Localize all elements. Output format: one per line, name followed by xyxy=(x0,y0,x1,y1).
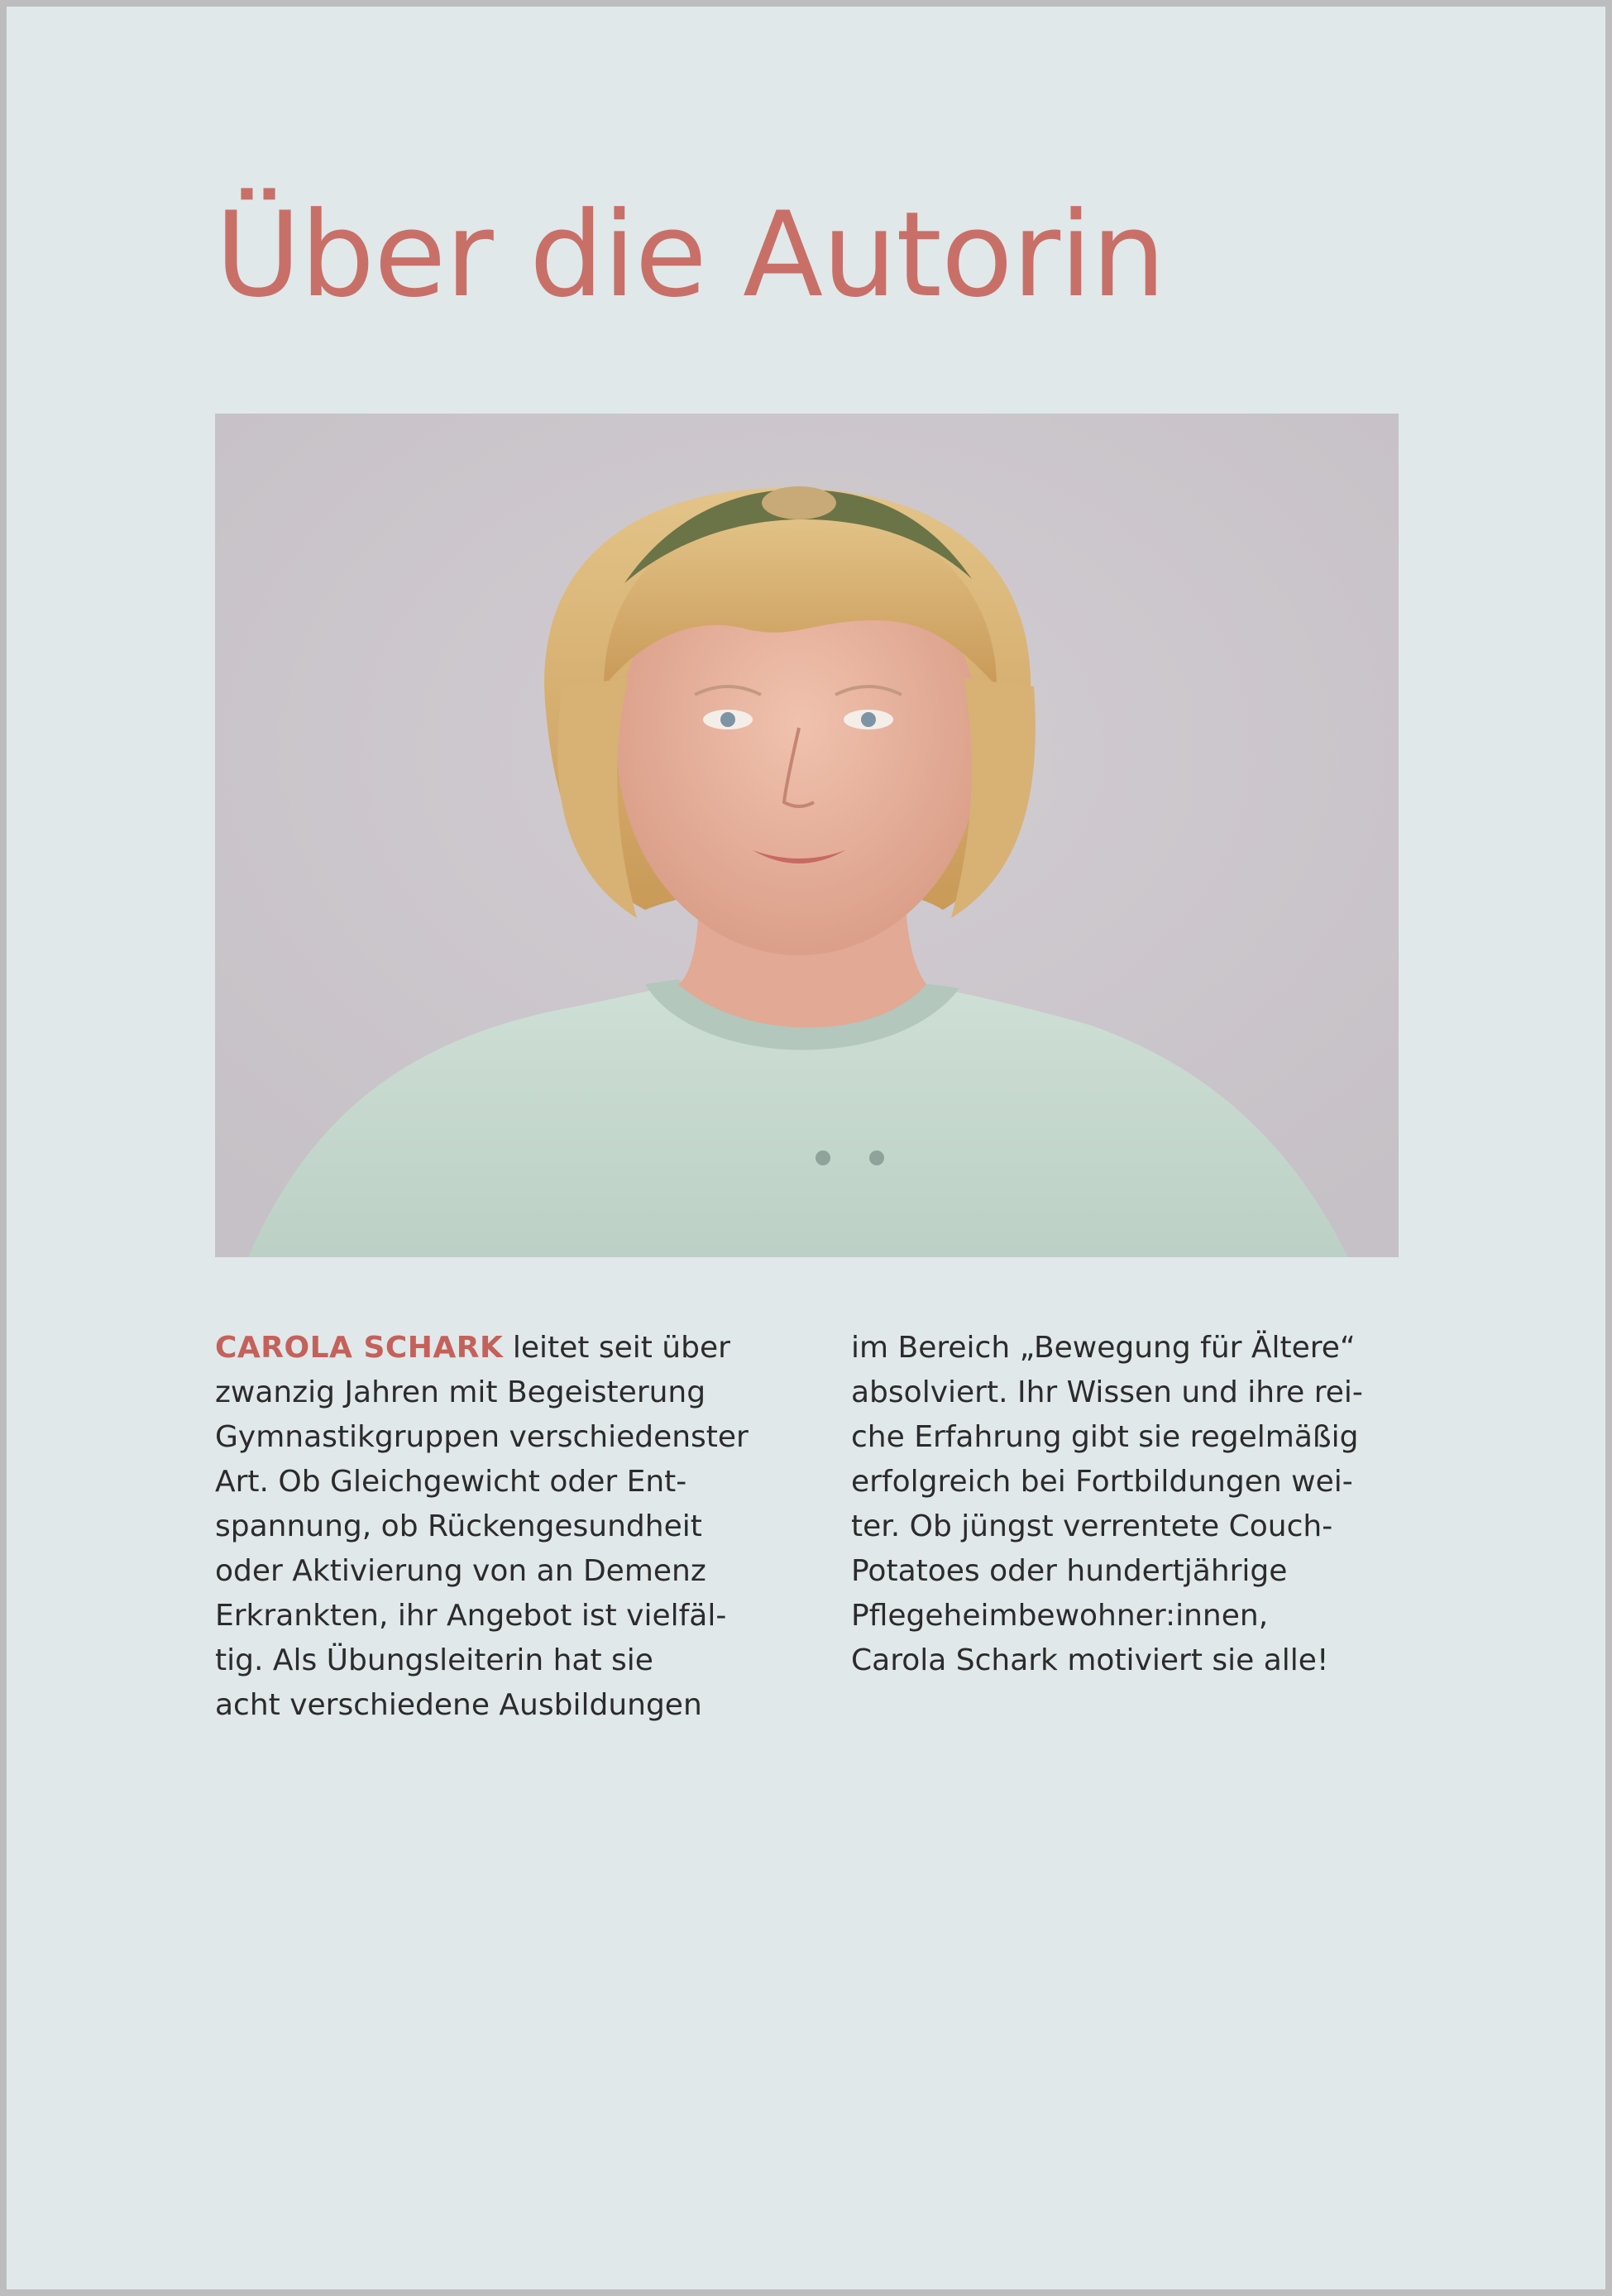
bio-line: erfolgreich bei Fortbildungen wei- xyxy=(851,1465,1353,1499)
bio-line: oder Aktivierung von an Demenz xyxy=(215,1554,706,1588)
bio-line: ter. Ob jüngst verrentete Couch- xyxy=(851,1509,1333,1543)
bio-line: Art. Ob Gleichgewicht oder Ent- xyxy=(215,1465,687,1499)
author-name: CAROLA SCHARK xyxy=(215,1331,504,1365)
bio-line: tig. Als Übungsleiterin hat sie xyxy=(215,1643,653,1677)
book-page xyxy=(7,7,1605,2289)
bio-line-text: leitet seit über xyxy=(503,1331,730,1365)
author-photo xyxy=(215,414,1399,1257)
bio-line: acht verschiedene Ausbildungen xyxy=(215,1688,702,1722)
bio-line: absolviert. Ihr Wissen und ihre rei- xyxy=(851,1375,1363,1409)
bio-column-left xyxy=(215,1326,794,1728)
bio-line: im Bereich „Bewegung für Ältere“ xyxy=(851,1331,1356,1365)
author-portrait-illustration xyxy=(215,414,1399,1257)
bio-line: Carola Schark motiviert sie alle! xyxy=(851,1643,1329,1677)
bio-line: spannung, ob Rückengesundheit xyxy=(215,1509,702,1543)
bio-line: Gymnastikgruppen verschiedenster xyxy=(215,1420,749,1454)
bio-column-right xyxy=(851,1326,1430,1683)
page-title: Über die Autorin xyxy=(215,187,1165,323)
bio-line: Pflegeheimbewohner:innen, xyxy=(851,1599,1269,1633)
author-bio xyxy=(215,1326,1399,1722)
bio-line xyxy=(215,1326,794,1370)
bio-line: Potatoes oder hundertjährige xyxy=(851,1554,1288,1588)
bio-line: Erkrankten, ihr Angebot ist vielfäl- xyxy=(215,1599,727,1633)
bio-line: zwanzig Jahren mit Begeisterung xyxy=(215,1375,706,1409)
bio-line: che Erfahrung gibt sie regelmäßig xyxy=(851,1420,1359,1454)
